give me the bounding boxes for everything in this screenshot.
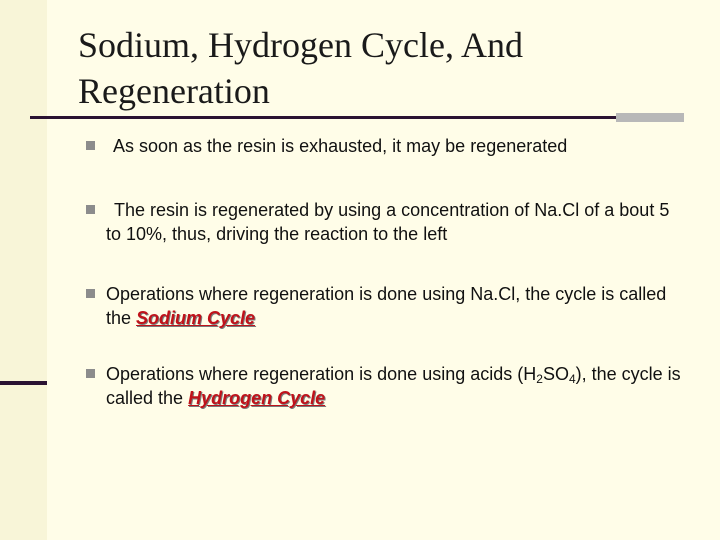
bullet-text-part: Operations where regeneration is done using acids (H — [106, 364, 537, 384]
bullet-text — [86, 282, 686, 330]
bullet-item-1 — [86, 134, 686, 158]
square-bullet-icon — [86, 205, 95, 214]
square-bullet-icon — [86, 289, 95, 298]
bullet-text: As soon as the resin is exhausted, it may be regenerated — [113, 136, 568, 156]
bullet-item-2 — [86, 198, 686, 246]
bullet-item-3 — [86, 282, 686, 330]
bullet-text — [86, 362, 686, 410]
square-bullet-icon — [86, 141, 95, 150]
title-divider-accent — [616, 113, 684, 122]
subscript: 4 — [568, 372, 576, 386]
bullet-text: The resin is regenerated by using a concentration of Na.Cl of a bout 5 to 10%, thus, driving the reaction to the left — [106, 200, 670, 244]
slide-title: Sodium, Hydrogen Cycle, And Regeneration — [78, 25, 523, 111]
left-margin-strip — [0, 0, 47, 540]
title-divider — [30, 116, 620, 119]
hydrogen-cycle-term: Hydrogen Cycle — [188, 388, 326, 408]
bullet-text-part: ), the cycle is called the — [106, 364, 681, 408]
bullet-text-part: Operations where regeneration is done using Na.Cl, the cycle is called the — [106, 284, 667, 328]
square-bullet-icon — [86, 369, 95, 378]
bullet-item-4 — [86, 362, 686, 410]
bullet-text-part: SO — [542, 364, 569, 384]
subscript: 2 — [536, 372, 543, 386]
sodium-cycle-term: Sodium Cycle — [136, 308, 256, 328]
left-accent-bar — [0, 381, 47, 385]
